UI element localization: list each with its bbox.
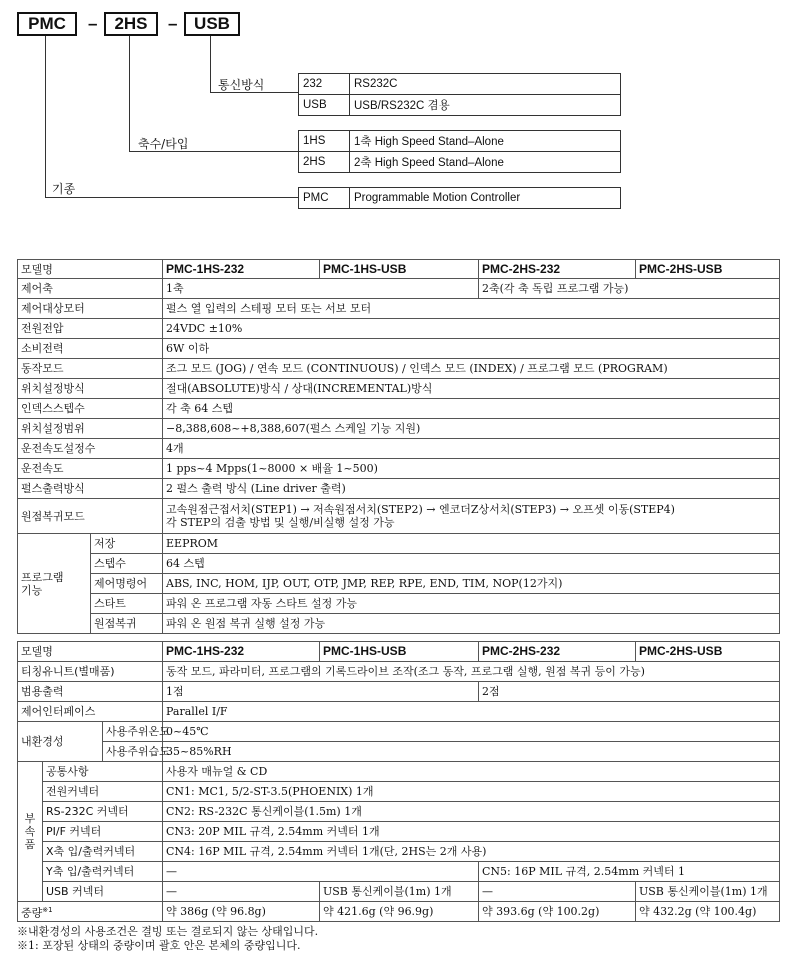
row-label: 티칭유니트(별매품) <box>18 662 163 682</box>
homing-line: 고속원점근접서치(STEP1) → 저속원점서치(STEP2) → 엔코더Z상서치(STEP3) → 오프셋 이동(STEP4) <box>166 503 675 516</box>
model-name: PMC-1HS-USB <box>320 642 479 662</box>
table-row <box>18 782 780 802</box>
spec-table-env <box>17 721 780 762</box>
row-label: 제어인터페이스 <box>18 702 163 722</box>
accessory-group-label <box>18 762 43 902</box>
option-desc: RS232C <box>350 74 621 95</box>
option-table-comm <box>298 73 621 116</box>
sub-label: RS-232C 커넥터 <box>43 802 163 822</box>
option-code: PMC <box>299 188 350 209</box>
table-row <box>18 534 780 554</box>
row-value: 2점 <box>479 682 780 702</box>
row-value: 각 축 64 스텝 <box>163 399 780 419</box>
row-value: USB 통신케이블(1m) 1개 <box>320 882 479 902</box>
row-value: 약 393.6g (약 100.2g) <box>479 902 636 922</box>
program-label-line: 기능 <box>21 583 43 597</box>
code-segment-axis: 2HS <box>104 12 158 36</box>
model-name: PMC-1HS-232 <box>163 260 320 279</box>
option-table-axis <box>298 130 621 173</box>
weight-footnote-mark: ※1 <box>42 905 53 914</box>
table-row <box>18 614 780 634</box>
row-label: 위치설정범위 <box>18 419 163 439</box>
row-value: 64 스텝 <box>163 554 780 574</box>
table-row <box>18 574 780 594</box>
connector-line <box>210 36 211 93</box>
row-value: 4개 <box>163 439 780 459</box>
row-label: 제어축 <box>18 279 163 299</box>
table-row <box>18 479 780 499</box>
row-value: — <box>163 882 320 902</box>
table-row <box>18 299 780 319</box>
code-segment-series: PMC <box>17 12 77 36</box>
footnotes <box>17 925 318 953</box>
row-value: CN1: MC1, 5/2-ST-3.5(PHOENIX) 1개 <box>163 782 780 802</box>
accessory-label-char: 속 <box>24 825 36 838</box>
table-row <box>18 882 780 902</box>
table-row <box>18 682 780 702</box>
model-name: PMC-2HS-232 <box>479 642 636 662</box>
sub-label: PI/F 커넥터 <box>43 822 163 842</box>
row-label: 운전속도 <box>18 459 163 479</box>
option-desc: Programmable Motion Controller <box>350 188 621 209</box>
row-value: ABS, INC, HOM, IJP, OUT, OTP, JMP, REP, RPE, END, TIM, NOP(12가지) <box>163 574 780 594</box>
sub-label: Y축 입/출력커넥터 <box>43 862 163 882</box>
connector-line <box>45 197 298 198</box>
row-value: 약 421.6g (약 96.9g) <box>320 902 479 922</box>
row-value: 24VDC ±10% <box>163 319 780 339</box>
row-label: 인덱스스텝수 <box>18 399 163 419</box>
option-code: 2HS <box>299 152 350 173</box>
group-label-series: 기종 <box>52 182 76 196</box>
row-value: 절대(ABSOLUTE)방식 / 상대(INCREMENTAL)방식 <box>163 379 780 399</box>
row-value: — <box>479 882 636 902</box>
row-value: Parallel I/F <box>163 702 780 722</box>
row-value: EEPROM <box>163 534 780 554</box>
spec-table-general <box>17 259 780 634</box>
sub-label: 스타트 <box>91 594 163 614</box>
row-label: 펄스출력방식 <box>18 479 163 499</box>
model-name: PMC-2HS-232 <box>479 260 636 279</box>
row-value: −8,388,608~+8,388,607(펄스 스케일 기능 지원) <box>163 419 780 439</box>
table-row <box>18 642 780 662</box>
table-row <box>18 379 780 399</box>
table-row <box>18 862 780 882</box>
row-label: 소비전력 <box>18 339 163 359</box>
connector-line <box>129 36 130 152</box>
table-row <box>18 722 780 742</box>
table-row <box>18 319 780 339</box>
row-label: 범용출력 <box>18 682 163 702</box>
row-label: 운전속도설정수 <box>18 439 163 459</box>
program-group-label <box>18 534 91 634</box>
row-label: 동작모드 <box>18 359 163 379</box>
row-value: 파워 온 프로그램 자동 스타트 설정 가능 <box>163 594 780 614</box>
table-row <box>18 419 780 439</box>
option-table-series <box>298 187 621 209</box>
row-value: 0~45℃ <box>163 722 780 742</box>
program-label-line: 프로그램 <box>21 570 64 584</box>
weight-label: 중량 <box>21 906 43 920</box>
row-value: 약 386g (약 96.8g) <box>163 902 320 922</box>
model-name: PMC-2HS-USB <box>636 642 780 662</box>
sub-label: 사용주위온도 <box>103 722 163 742</box>
model-name: PMC-2HS-USB <box>636 260 780 279</box>
table-row <box>18 359 780 379</box>
table-row <box>18 762 780 782</box>
sub-label: 스텝수 <box>91 554 163 574</box>
row-value: CN4: 16P MIL 규격, 2.54mm 커넥터 1개(단, 2HS는 2개 사용) <box>163 842 780 862</box>
sub-label: X축 입/출력커넥터 <box>43 842 163 862</box>
row-value: — <box>163 862 479 882</box>
option-desc: 1축 High Speed Stand–Alone <box>350 131 621 152</box>
group-label-comm: 통신방식 <box>218 78 265 92</box>
row-label: 전원전압 <box>18 319 163 339</box>
row-label-weight <box>18 902 163 922</box>
model-name: PMC-1HS-232 <box>163 642 320 662</box>
accessory-label-char: 품 <box>24 838 36 851</box>
row-value: USB 통신케이블(1m) 1개 <box>636 882 780 902</box>
row-value: 6W 이하 <box>163 339 780 359</box>
row-value: 펄스 열 입력의 스테핑 모터 또는 서보 모터 <box>163 299 780 319</box>
table-row <box>18 594 780 614</box>
code-separator: – <box>88 14 98 33</box>
row-value: 2 펄스 출력 방식 (Line driver 출력) <box>163 479 780 499</box>
row-value: 동작 모드, 파라미터, 프로그램의 기록드라이브 조작(조그 동작, 프로그램 실행, 원점 복귀 등이 가능) <box>163 662 780 682</box>
sub-label: 저장 <box>91 534 163 554</box>
option-code: USB <box>299 95 350 116</box>
row-value: 1축 <box>163 279 479 299</box>
row-value: 사용자 매뉴얼 & CD <box>163 762 780 782</box>
table-row <box>18 842 780 862</box>
connector-line <box>45 36 46 198</box>
table-row <box>18 339 780 359</box>
table-row <box>18 260 780 279</box>
spec-table-accessory <box>17 761 780 922</box>
row-label: 원점복귀모드 <box>18 499 163 534</box>
row-value: CN3: 20P MIL 규격, 2.54mm 커넥터 1개 <box>163 822 780 842</box>
code-separator: – <box>168 14 178 33</box>
table-row <box>18 902 780 922</box>
env-group-label: 내환경성 <box>18 722 103 762</box>
table-row <box>18 554 780 574</box>
code-segment-comm: USB <box>184 12 240 36</box>
footnote: ※1: 포장된 상태의 중량이며 괄호 안은 본체의 중량입니다. <box>17 939 301 952</box>
footnote: ※내환경성의 사용조건은 결빙 또는 결로되지 않는 상태입니다. <box>17 925 319 938</box>
group-label-axis: 축수/타입 <box>138 137 189 151</box>
row-value <box>163 499 780 534</box>
table-row <box>18 499 780 534</box>
sub-label: 사용주위습도 <box>103 742 163 762</box>
row-label: 제어대상모터 <box>18 299 163 319</box>
homing-line: 각 STEP의 검출 방법 및 실행/비실행 설정 가능 <box>166 516 395 529</box>
row-value: 약 432.2g (약 100.4g) <box>636 902 780 922</box>
option-code: 1HS <box>299 131 350 152</box>
sub-label: 공통사항 <box>43 762 163 782</box>
table-row <box>18 459 780 479</box>
row-value: CN5: 16P MIL 규격, 2.54mm 커넥터 1 <box>479 862 780 882</box>
table-row <box>18 822 780 842</box>
sub-label: 제어명령어 <box>91 574 163 594</box>
sub-label: 전원커넥터 <box>43 782 163 802</box>
sub-label: USB 커넥터 <box>43 882 163 902</box>
option-desc: 2축 High Speed Stand–Alone <box>350 152 621 173</box>
model-name: PMC-1HS-USB <box>320 260 479 279</box>
row-value: 1 pps~4 Mpps(1~8000 × 배율 1~500) <box>163 459 780 479</box>
sub-label: 원점복귀 <box>91 614 163 634</box>
table-row <box>18 702 780 722</box>
row-value: 1점 <box>163 682 479 702</box>
row-value: 2축(각 축 독립 프로그램 가능) <box>479 279 780 299</box>
row-label-model: 모델명 <box>18 260 163 279</box>
row-value: 파워 온 원점 복귀 실행 설정 가능 <box>163 614 780 634</box>
option-code: 232 <box>299 74 350 95</box>
option-desc: USB/RS232C 겸용 <box>350 95 621 116</box>
accessory-label-char: 부 <box>24 812 36 825</box>
table-row <box>18 279 780 299</box>
row-value: 35~85%RH <box>163 742 780 762</box>
spec-table-io <box>17 641 780 722</box>
row-label-model: 모델명 <box>18 642 163 662</box>
table-row <box>18 662 780 682</box>
row-label: 위치설정방식 <box>18 379 163 399</box>
table-row <box>18 439 780 459</box>
row-value: 조그 모드 (JOG) / 연속 모드 (CONTINUOUS) / 인덱스 모드 (INDEX) / 프로그램 모드 (PROGRAM) <box>163 359 780 379</box>
row-value: CN2: RS-232C 통신케이블(1.5m) 1개 <box>163 802 780 822</box>
table-row <box>18 399 780 419</box>
table-row <box>18 802 780 822</box>
table-row <box>18 742 780 762</box>
